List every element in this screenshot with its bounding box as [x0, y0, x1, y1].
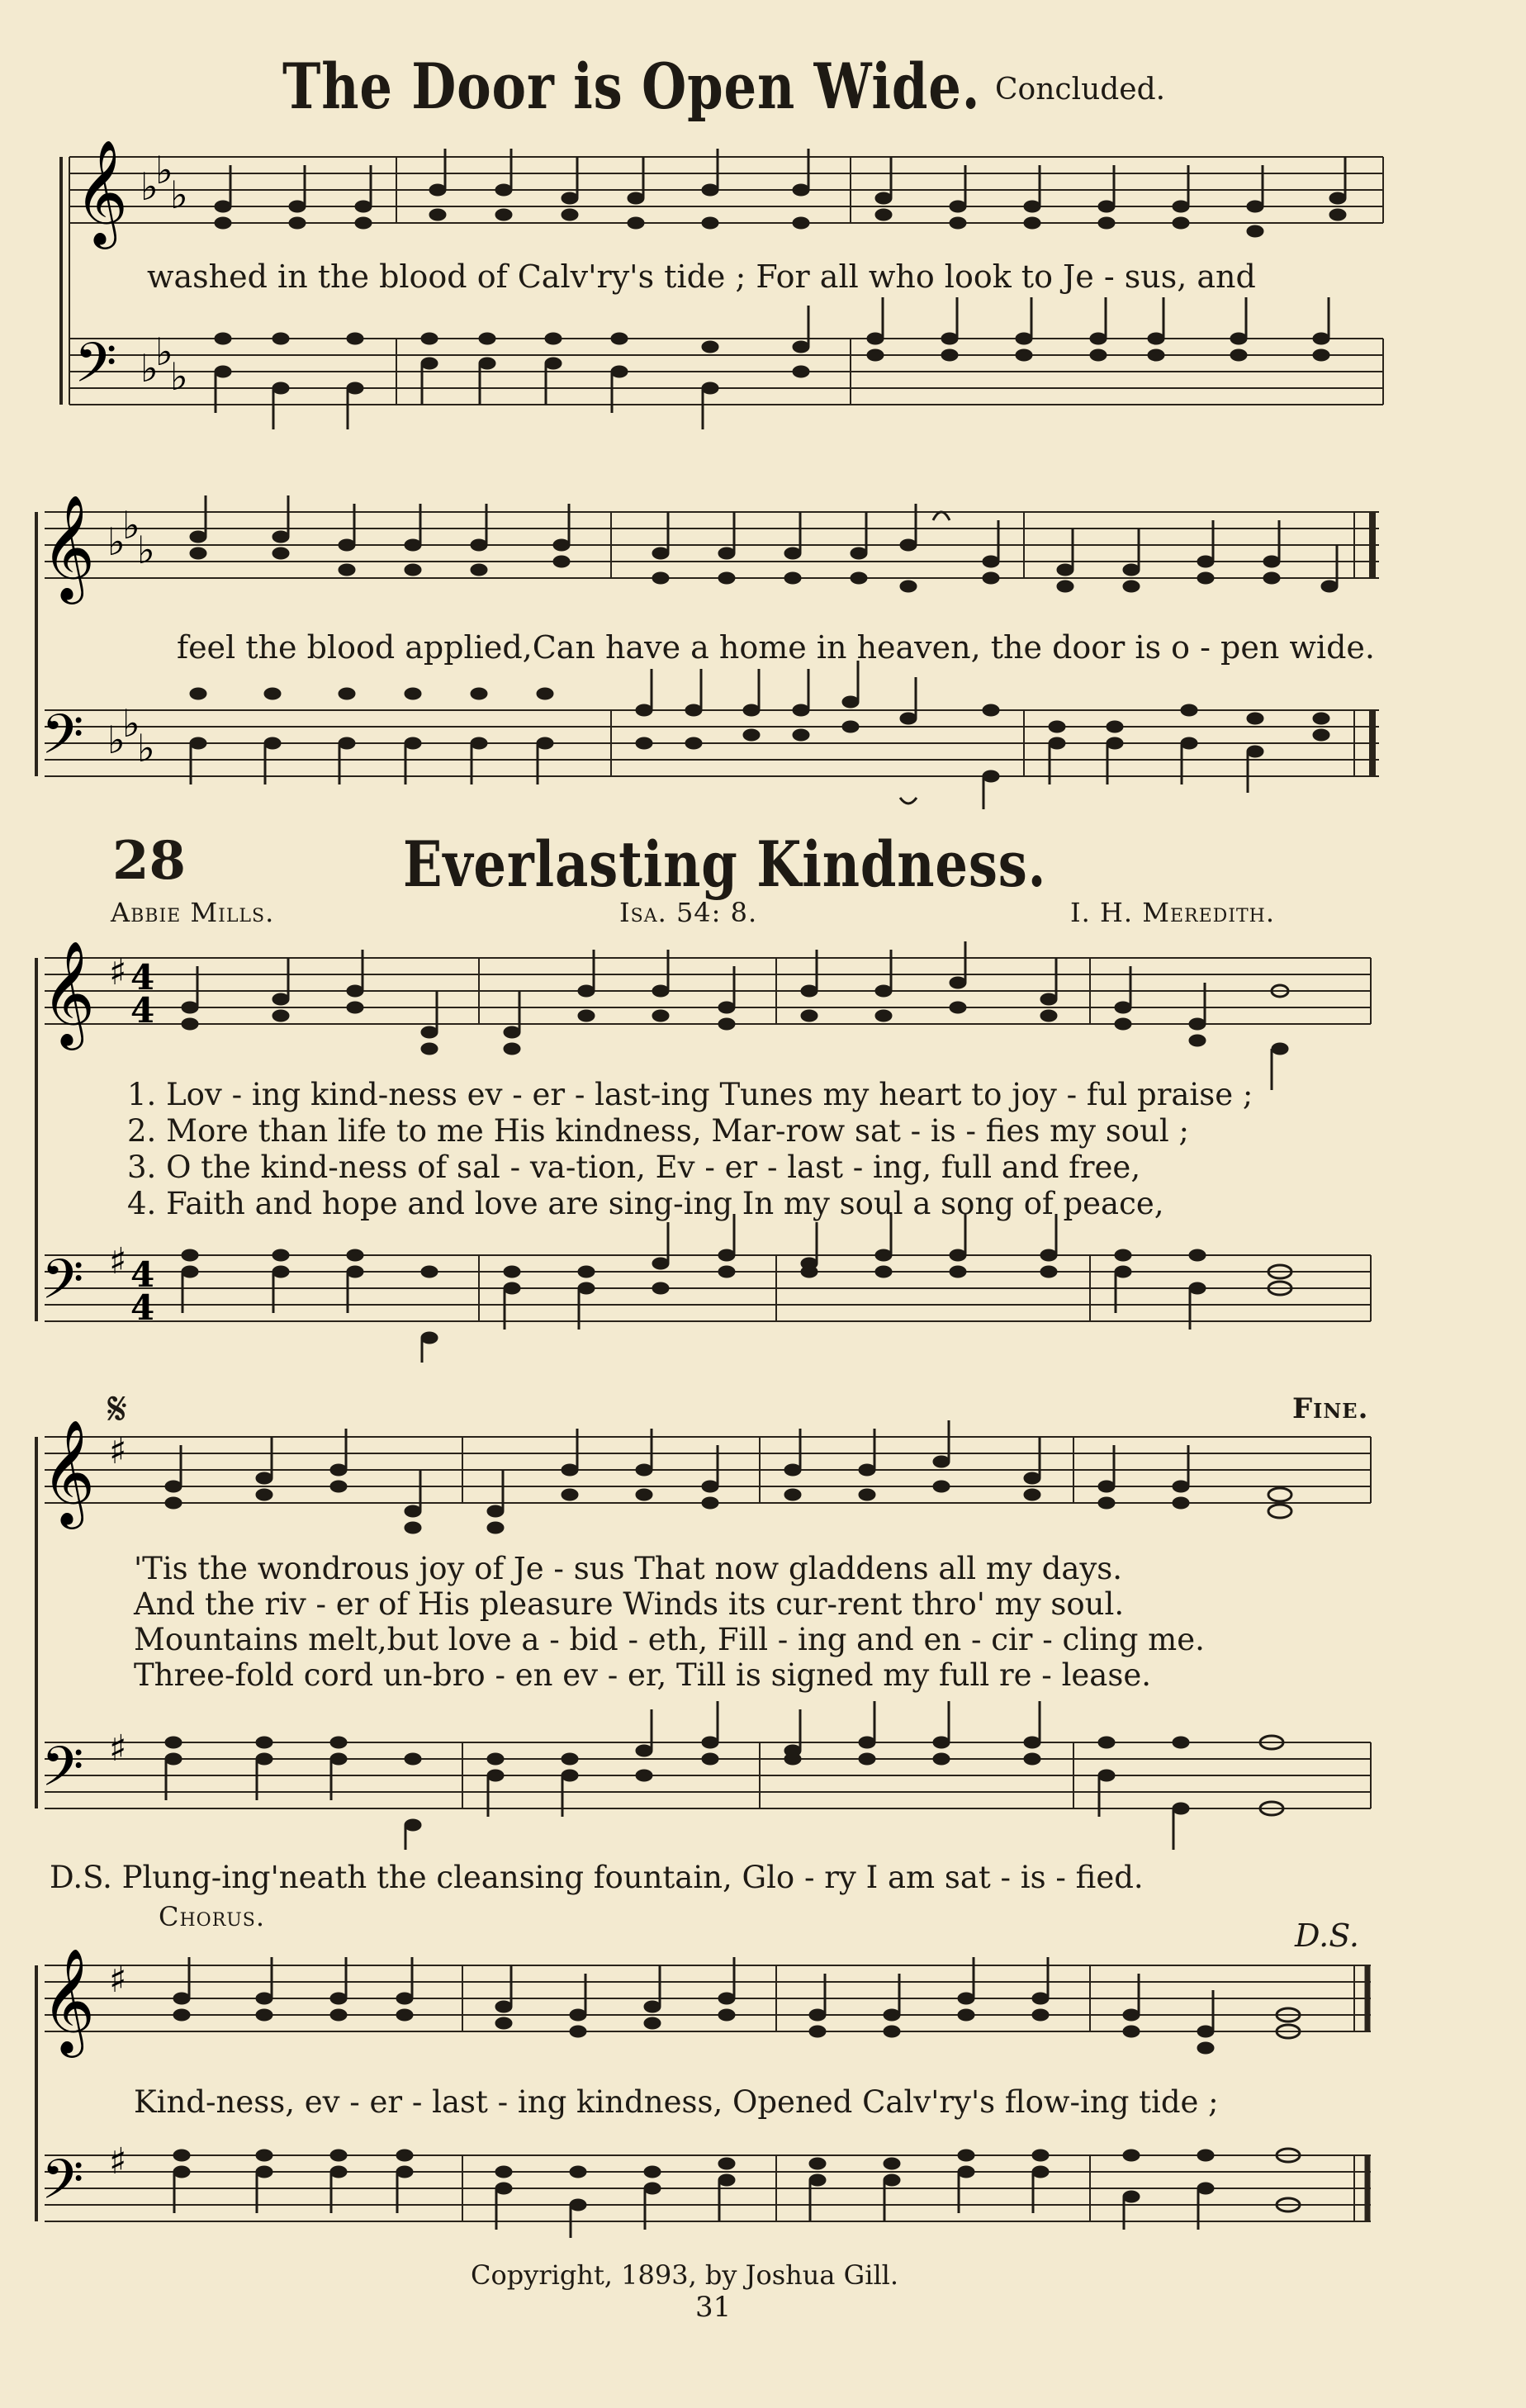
verse-1-line: 1. Lov - ing kind-ness ev - er - last-ing Tunes my heart to joy - ful praise ; [127, 1077, 1254, 1112]
composer: I. H. Meredith. [1070, 897, 1276, 928]
scripture-reference: Isa. 54: 8. [619, 897, 758, 928]
svg-text:𝄞: 𝄞 [41, 495, 96, 600]
verse-3-line: 3. O the kind-ness of sal - va-tion, Ev - er - last - ing, full and free, [127, 1149, 1141, 1185]
svg-text:♭: ♭ [155, 148, 173, 192]
svg-text:♭: ♭ [137, 528, 155, 572]
svg-text:♭: ♭ [107, 718, 126, 762]
svg-text:𝄢: 𝄢 [41, 703, 84, 780]
svg-text:𝄞: 𝄞 [41, 1420, 96, 1524]
svg-text:𝄞: 𝄞 [74, 140, 129, 244]
svg-text:♭: ♭ [122, 701, 140, 746]
svg-text:♯: ♯ [109, 1430, 127, 1472]
hymn-title: Everlasting Kindness. [403, 827, 1047, 901]
svg-text:♭: ♭ [170, 173, 188, 217]
segno-icon: 𝄋 [107, 1382, 128, 1436]
svg-text:4: 4 [130, 990, 155, 1031]
concluded-label: Concluded. [995, 73, 1166, 107]
svg-text:𝄢: 𝄢 [74, 331, 117, 408]
svg-text:𝄢: 𝄢 [41, 2148, 84, 2225]
svg-text:4: 4 [130, 1287, 155, 1328]
svg-text:♯: ♯ [109, 1959, 127, 2001]
svg-text:♯: ♯ [109, 1240, 127, 1282]
svg-text:♭: ♭ [107, 519, 126, 564]
svg-text:♭: ♭ [122, 503, 140, 547]
svg-text:𝄞: 𝄞 [41, 941, 96, 1045]
lyric-line: washed in the blood of Calv'ry's tide ; For all who look to Je - sus, and [147, 258, 1256, 295]
hymn-title: The Door is Open Wide. [282, 50, 981, 123]
copyright-notice: Copyright, 1893, by Joshua Gill. [471, 2259, 899, 2291]
svg-text:4: 4 [130, 1254, 155, 1295]
verse-4-refrain-line: Three-fold cord un-bro - en ev - er, Till is signed my full re - lease. [134, 1657, 1152, 1693]
fine-label: Fine. [1292, 1392, 1369, 1425]
svg-text:𝄢: 𝄢 [41, 1248, 84, 1325]
music-system-1 [58, 140, 1387, 454]
svg-text:4: 4 [130, 957, 155, 998]
svg-text:♭: ♭ [137, 726, 155, 770]
svg-text:♯: ♯ [109, 2140, 127, 2183]
verse-3-refrain-line: Mountains melt,but love a - bid - eth, Fill - ing and en - cir - cling me. [134, 1622, 1205, 1657]
ds-line: D.S. Plung-ing'neath the cleansing fountain, Glo - ry I am sat - is - fied. [50, 1860, 1144, 1895]
svg-text:♭: ♭ [140, 346, 159, 391]
chorus-lyric-line: Kind-ness, ev - er - last - ing kindness, Opened Calv'ry's flow-ing tide ; [134, 2084, 1219, 2120]
page-number: 31 [695, 2291, 732, 2324]
hymn-number: 28 [112, 830, 187, 892]
svg-text:♭: ♭ [140, 164, 159, 209]
svg-text:♯: ♯ [109, 951, 127, 993]
author: Abbie Mills. [111, 897, 275, 928]
verse-2-refrain-line: And the riv - er of His pleasure Winds its cur-rent thro' my soul. [134, 1586, 1125, 1622]
verse-4-line: 4. Faith and hope and love are sing-ing In my soul a song of peace, [127, 1186, 1164, 1221]
chorus-label: Chorus. [159, 1901, 266, 1932]
lyric-line: feel the blood applied,Can have a home in heaven, the door is o - pen wide. [177, 629, 1375, 666]
svg-text:♭: ♭ [155, 329, 173, 374]
verse-2-line: 2. More than life to me His kindness, Mar-row sat - is - fies my soul ; [127, 1113, 1189, 1149]
svg-text:♯: ♯ [109, 1728, 127, 1770]
svg-text:𝄞: 𝄞 [41, 1949, 96, 2053]
svg-text:♭: ♭ [170, 354, 188, 399]
ds-mark: D.S. [1295, 1917, 1359, 1954]
svg-text:𝄢: 𝄢 [41, 1735, 84, 1812]
verse-1-refrain-line: 'Tis the wondrous joy of Je - sus That now gladdens all my days. [134, 1551, 1123, 1586]
